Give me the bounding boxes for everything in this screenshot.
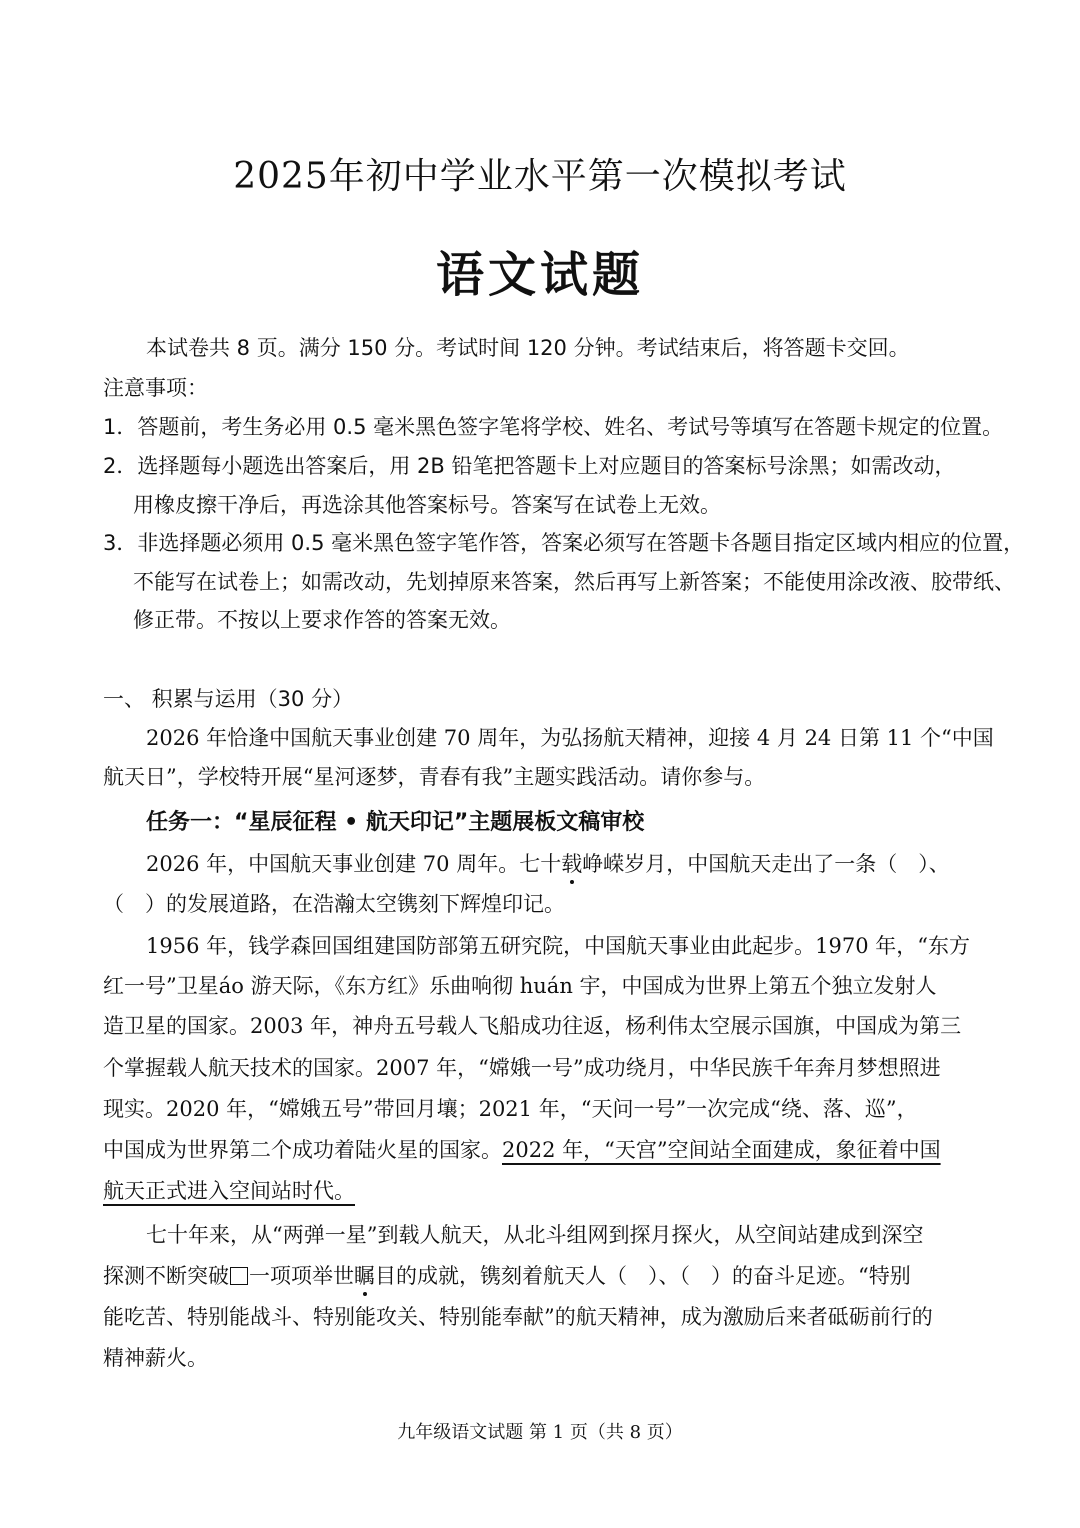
paragraph-2-line-2: 红一号”卫星áo 游天际，《东方红》乐曲响彻 huán 宇，中国成为世界上第五个独立发射人: [103, 974, 937, 998]
page-footer: 九年级语文试题 第 1 页（共 8 页）: [397, 1422, 683, 1443]
paragraph-3-line-2: [103, 1260, 911, 1290]
notice-item-3-line-2: 不能写在试卷上；如需改动，先划掉原来答案，然后再写上新答案；不能使用涂改液、胶带纸、: [133, 570, 1015, 594]
paragraph-2-line-6: [103, 1134, 941, 1164]
subject-title: 语文试题: [435, 247, 644, 303]
emphasis-dot-char: 瞩: [354, 1260, 375, 1290]
text-span: 2026 年，中国航天事业创建 70 周年。七十: [146, 852, 562, 876]
paragraph-2-line-1: 1956 年，钱学森回国组建国防部第五研究院，中国航天事业由此起步。1970 年，“东方: [146, 934, 970, 958]
paragraph-1-line-1: [146, 848, 950, 878]
paragraph-1-line-2: （ ）的发展道路，在浩瀚太空镌刻下辉煌印记。: [103, 892, 565, 916]
notice-item-3-line-1: 3．非选择题必须用 0.5 毫米黑色签字笔作答，答案必须写在答题卡各题目指定区域内相应的位置，: [103, 531, 1025, 555]
notice-label: 注意事项：: [103, 376, 208, 400]
paragraph-3-line-3: 能吃苦、特别能战斗、特别能攻关、特别能奉献”的航天精神，成为激励后来者砥砺前行的: [103, 1305, 933, 1329]
text-span: 一项项举世: [249, 1264, 354, 1288]
section-intro-line-1: 2026 年恰逢中国航天事业创建 70 周年，为弘扬航天精神，迎接 4 月 24 日第 11 个“中国: [146, 726, 994, 750]
exam-summary: 本试卷共 8 页。满分 150 分。考试时间 120 分钟。考试结束后，将答题卡交回。: [146, 336, 910, 360]
paragraph-2-line-4: 个掌握载人航天技术的国家。2007 年，“嫦娥一号”成功绕月，中华民族千年奔月梦想照进: [103, 1056, 941, 1080]
underlined-sentence: 2022 年，“天宫”空间站全面建成，象征着中国: [502, 1138, 941, 1162]
paragraph-3-line-1: 七十年来，从“两弹一星”到载人航天，从北斗组网到探月探火，从空间站建成到深空: [146, 1223, 924, 1247]
notice-item-3-line-3: 修正带。不按以上要求作答的答案无效。: [133, 608, 511, 632]
exam-title: 2025年初中学业水平第一次模拟考试: [233, 156, 847, 197]
text-span: 目的成就，镌刻着航天人（ ）、（ ）的奋斗足迹。“特别: [375, 1264, 911, 1288]
text-span: 中国成为世界第二个成功着陆火星的国家。: [103, 1138, 502, 1162]
paragraph-3-line-4: 精神薪火。: [103, 1346, 208, 1370]
section-intro-line-2: 航天日”，学校特开展“星河逐梦，青春有我”主题实践活动。请你参与。: [103, 765, 766, 789]
punctuation-blank-box: [230, 1267, 248, 1285]
notice-item-2-line-2: 用橡皮擦干净后，再选涂其他答案标号。答案写在试卷上无效。: [133, 493, 721, 517]
paragraph-2-line-3: 造卫星的国家。2003 年，神舟五号载人飞船成功往返，杨利伟太空展示国旗，中国成为第三: [103, 1014, 962, 1038]
task-1-heading: 任务一：“星辰征程 • 航天印记”主题展板文稿审校: [146, 810, 645, 835]
text-span: 探测不断突破: [103, 1264, 229, 1288]
notice-item-1: 1．答题前，考生务必用 0.5 毫米黑色签字笔将学校、姓名、考试号等填写在答题卡规定的位置。: [103, 415, 1004, 439]
paragraph-2-line-5: 现实。2020 年，“嫦娥五号”带回月壤；2021 年，“天问一号”一次完成“绕、落、巡”，: [103, 1097, 918, 1121]
text-span: 峥嵘岁月，中国航天走出了一条（ ）、: [582, 852, 950, 876]
section-heading: 一、 积累与运用（30 分）: [103, 687, 354, 711]
emphasis-dot-char: 载: [561, 848, 582, 878]
notice-item-2-line-1: 2．选择题每小题选出答案后，用 2B 铅笔把答题卡上对应题目的答案标号涂黑；如需改动，: [103, 454, 956, 478]
paragraph-2-line-7: 航天正式进入空间站时代。: [103, 1179, 355, 1203]
